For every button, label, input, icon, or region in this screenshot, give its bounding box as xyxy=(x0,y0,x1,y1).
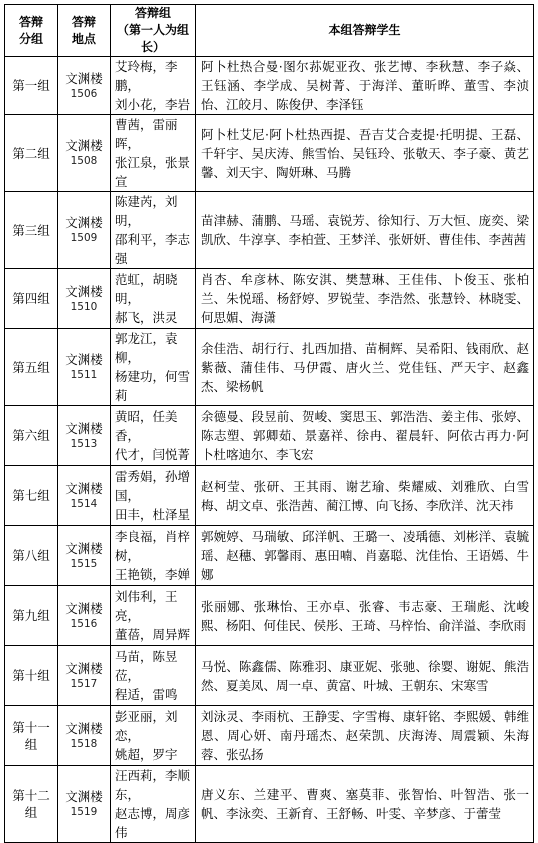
panel-member-line: 郝飞，洪灵 xyxy=(115,310,178,325)
location-cell xyxy=(58,192,111,269)
header-group-line: 答辩 xyxy=(18,14,43,29)
students-cell: 郭婉婷、马瑞敏、邱洋帆、王璐一、凌瑀德、刘彬洋、袁毓瑶、赵穗、郭馨雨、惠田喃、肖嘉聪、沈佳怡、王语嫣、牛娜 xyxy=(196,526,534,586)
panel-cell xyxy=(111,329,196,406)
group-name-line: 第二组 xyxy=(12,145,50,161)
group-cell xyxy=(5,466,58,526)
room-number: 1513 xyxy=(70,437,98,450)
students-cell: 阿卜杜艾尼·阿卜杜热西提、吾吉艾合麦提·托明提、王磊、千轩宇、吴庆涛、熊雪怡、吴钰玲、张敬天、李子豪、黄艺馨、刘天宇、陶妍琳、马腾 xyxy=(196,115,534,192)
panel-member-line: 邵利平，李志强 xyxy=(115,232,191,266)
panel-member-line: 李良福，肖梓树， xyxy=(115,529,191,563)
building-name: 文渊楼 xyxy=(65,600,103,616)
panel-cell xyxy=(111,646,196,706)
room-number: 1517 xyxy=(70,677,98,690)
students-cell: 马悦、陈鑫儒、陈雅羽、康亚妮、张驰、徐婴、谢妮、熊浩然、夏美凤、周一卓、黄富、叶城、王朝东、宋寒雪 xyxy=(196,646,534,706)
panel-member-line: 董蓓，周异辉 xyxy=(115,627,191,642)
room-number: 1506 xyxy=(70,87,98,100)
room-number: 1511 xyxy=(70,369,98,381)
room-number: 1514 xyxy=(70,497,98,510)
header-location-line: 地点 xyxy=(71,31,96,46)
group-cell xyxy=(5,329,58,406)
panel-cell xyxy=(111,115,196,192)
group-name-line: 第七组 xyxy=(12,488,50,503)
location-cell xyxy=(58,586,111,646)
panel-cell xyxy=(111,706,196,766)
table-row xyxy=(5,766,534,843)
table-row xyxy=(5,269,534,329)
panel-member-line: 赵志博，周彦伟 xyxy=(115,806,191,840)
panel-member-line: 黄昭，任美香， xyxy=(115,409,178,443)
table-row xyxy=(5,115,534,192)
building-name: 文渊楼 xyxy=(65,480,103,496)
defense-group-table xyxy=(4,4,534,843)
header-group-line: 分组 xyxy=(18,31,43,46)
group-cell xyxy=(5,406,58,466)
location-cell xyxy=(58,57,111,115)
group-name-line: 第九组 xyxy=(12,608,50,623)
students-cell: 赵柯莹、张研、王其雨、谢艺瑜、柴耀威、刘雅欣、白雪梅、胡文卓、张浩茜、蔺江博、向飞扬、李欣洋、沈天祎 xyxy=(196,466,534,526)
students-cell: 苗津赫、蒲鹏、马瑶、袁锐芳、徐知行、万大恒、庞奕、梁凯欣、牛淳享、李柏萱、王梦洋、张妍妍、曹佳伟、李茜茜 xyxy=(196,192,534,269)
panel-member-line: 姚超，罗宇 xyxy=(115,747,178,762)
header-location-line: 答辩 xyxy=(71,14,96,29)
panel-member-line: 汪西莉，李顺东， xyxy=(115,768,191,802)
panel-member-line: 王艳锁，李婵 xyxy=(115,567,191,582)
panel-member-line: 代才，闫悦菁 xyxy=(115,447,191,462)
room-number: 1515 xyxy=(70,557,98,570)
students-cell: 刘泳灵、李雨杭、王静雯、字雪梅、康轩铭、李熙媛、韩维恩、周心妍、南丹瑶杰、赵荣凯、庆海涛、周震颖、朱海蓉、张弘扬 xyxy=(196,706,534,766)
panel-member-line: 艾玲梅，李鹏， xyxy=(115,59,178,93)
location-cell xyxy=(58,526,111,586)
location-cell xyxy=(58,269,111,329)
header-panel xyxy=(111,5,196,57)
building-name: 文渊楼 xyxy=(65,138,103,153)
group-name-line: 第四组 xyxy=(12,291,50,306)
panel-cell xyxy=(111,406,196,466)
room-number: 1510 xyxy=(70,300,98,313)
group-cell xyxy=(5,706,58,766)
panel-cell xyxy=(111,526,196,586)
panel-member-line: 彭亚丽，刘恋， xyxy=(115,709,178,743)
table-row xyxy=(5,586,534,646)
header-students: 本组答辩学生 xyxy=(196,5,534,57)
group-name-line: 第六组 xyxy=(12,428,50,443)
students-cell: 张丽娜、张琳怡、王亦卓、张睿、韦志豪、王瑞彪、沈峻熙、杨阳、何佳民、侯彤、王琦、马梓怡、俞洋溢、李欣雨 xyxy=(196,586,534,646)
table-row xyxy=(5,192,534,269)
panel-member-line: 程适，雷鸣 xyxy=(115,687,178,702)
building-name: 文渊楼 xyxy=(65,283,103,299)
header-location xyxy=(58,5,111,57)
header-row xyxy=(5,5,534,57)
header-group xyxy=(5,5,58,57)
table-row xyxy=(5,646,534,706)
panel-member-line: 田丰，杜泽星 xyxy=(115,507,191,522)
table-row xyxy=(5,329,534,406)
students-cell: 余德曼、段昱前、贺峻、窦思玉、郭浩浩、姜主伟、张婷、陈志塑、郭卿茹、景嘉祥、徐冉、翟晨轩、阿依古再力·阿卜杜喀迪尔、李飞宏 xyxy=(196,406,534,466)
building-name: 文渊楼 xyxy=(65,215,103,230)
panel-member-line: 范虹，胡晓明， xyxy=(115,272,178,306)
table-row xyxy=(5,706,534,766)
building-name: 文渊楼 xyxy=(65,352,103,367)
building-name: 文渊楼 xyxy=(65,540,103,556)
students-cell: 余佳浩、胡行行、扎西加措、苗桐辉、吴希阳、钱雨欣、赵紫薇、蒲佳伟、马伊霞、唐火兰、党佳钰、严天宇、赵鑫杰、梁杨帆 xyxy=(196,329,534,406)
table-row xyxy=(5,466,534,526)
students-cell: 肖杏、牟彦林、陈安淇、樊慧琳、王佳伟、卜俊玉、张柏兰、朱悦瑶、杨舒婷、罗锐莹、李浩然、张慧铃、林晓雯、何思媚、海潇 xyxy=(196,269,534,329)
group-cell xyxy=(5,57,58,115)
panel-member-line: 曹茜，雷丽晖， xyxy=(115,117,178,151)
students-cell: 唐义东、兰建平、曹爽、塞莫菲、张智怡、叶智浩、张一帆、李泳奕、王新育、王舒畅、叶雯、辛梦彦、于蕾莹 xyxy=(196,766,534,843)
building-name: 文渊楼 xyxy=(65,70,103,86)
room-number: 1519 xyxy=(70,806,98,818)
location-cell xyxy=(58,466,111,526)
group-name-line: 第十组 xyxy=(12,668,50,683)
building-name: 文渊楼 xyxy=(65,789,103,804)
building-name: 文渊楼 xyxy=(65,660,103,676)
panel-member-line: 陈建芮，刘明， xyxy=(115,194,178,228)
building-name: 文渊楼 xyxy=(65,420,103,436)
group-name-line: 第五组 xyxy=(12,359,50,375)
header-panel-line: 答辩组 xyxy=(134,6,171,20)
group-cell xyxy=(5,115,58,192)
group-cell xyxy=(5,526,58,586)
group-cell xyxy=(5,646,58,706)
table-row xyxy=(5,526,534,586)
group-name-line: 组 xyxy=(24,805,38,820)
group-cell xyxy=(5,269,58,329)
panel-cell xyxy=(111,586,196,646)
room-number: 1509 xyxy=(70,232,98,244)
room-number: 1508 xyxy=(70,155,98,167)
panel-member-line: 刘伟利，王亮， xyxy=(115,589,178,623)
location-cell xyxy=(58,329,111,406)
location-cell xyxy=(58,115,111,192)
building-name: 文渊楼 xyxy=(65,720,103,736)
panel-cell xyxy=(111,269,196,329)
panel-cell xyxy=(111,466,196,526)
header-panel-line: （第一人为组长） xyxy=(116,23,189,54)
room-number: 1516 xyxy=(70,617,98,630)
location-cell xyxy=(58,646,111,706)
group-name-line: 组 xyxy=(24,736,38,752)
group-cell xyxy=(5,192,58,269)
group-name-line: 第十一 xyxy=(12,719,50,735)
group-cell xyxy=(5,766,58,843)
group-name-line: 第一组 xyxy=(12,78,50,93)
table-row xyxy=(5,57,534,115)
panel-cell xyxy=(111,766,196,843)
location-cell xyxy=(58,406,111,466)
location-cell xyxy=(58,766,111,843)
panel-member-line: 雷秀娟，孙增国， xyxy=(115,469,191,503)
group-name-line: 第三组 xyxy=(12,222,50,238)
panel-member-line: 郭龙江，袁柳， xyxy=(115,331,178,365)
panel-cell xyxy=(111,192,196,269)
group-name-line: 第十二 xyxy=(12,788,50,803)
room-number: 1518 xyxy=(70,737,98,750)
panel-member-line: 马苗，陈昱莅， xyxy=(115,649,178,683)
panel-member-line: 张江泉，张景宣 xyxy=(115,155,191,189)
students-cell: 阿卜杜热合曼·图尔荪妮亚孜、张艺博、李秋慧、李子焱、王钰涵、李学成、吴树菁、于海洋、董昕晔、董雪、李浈怡、江皎月、陈俊伊、李泽钰 xyxy=(196,57,534,115)
group-name-line: 第八组 xyxy=(12,548,50,563)
group-cell xyxy=(5,586,58,646)
location-cell xyxy=(58,706,111,766)
panel-cell xyxy=(111,57,196,115)
table-row xyxy=(5,406,534,466)
panel-member-line: 刘小花，李岩 xyxy=(115,97,191,112)
panel-member-line: 杨建功，何雪莉 xyxy=(115,369,191,403)
